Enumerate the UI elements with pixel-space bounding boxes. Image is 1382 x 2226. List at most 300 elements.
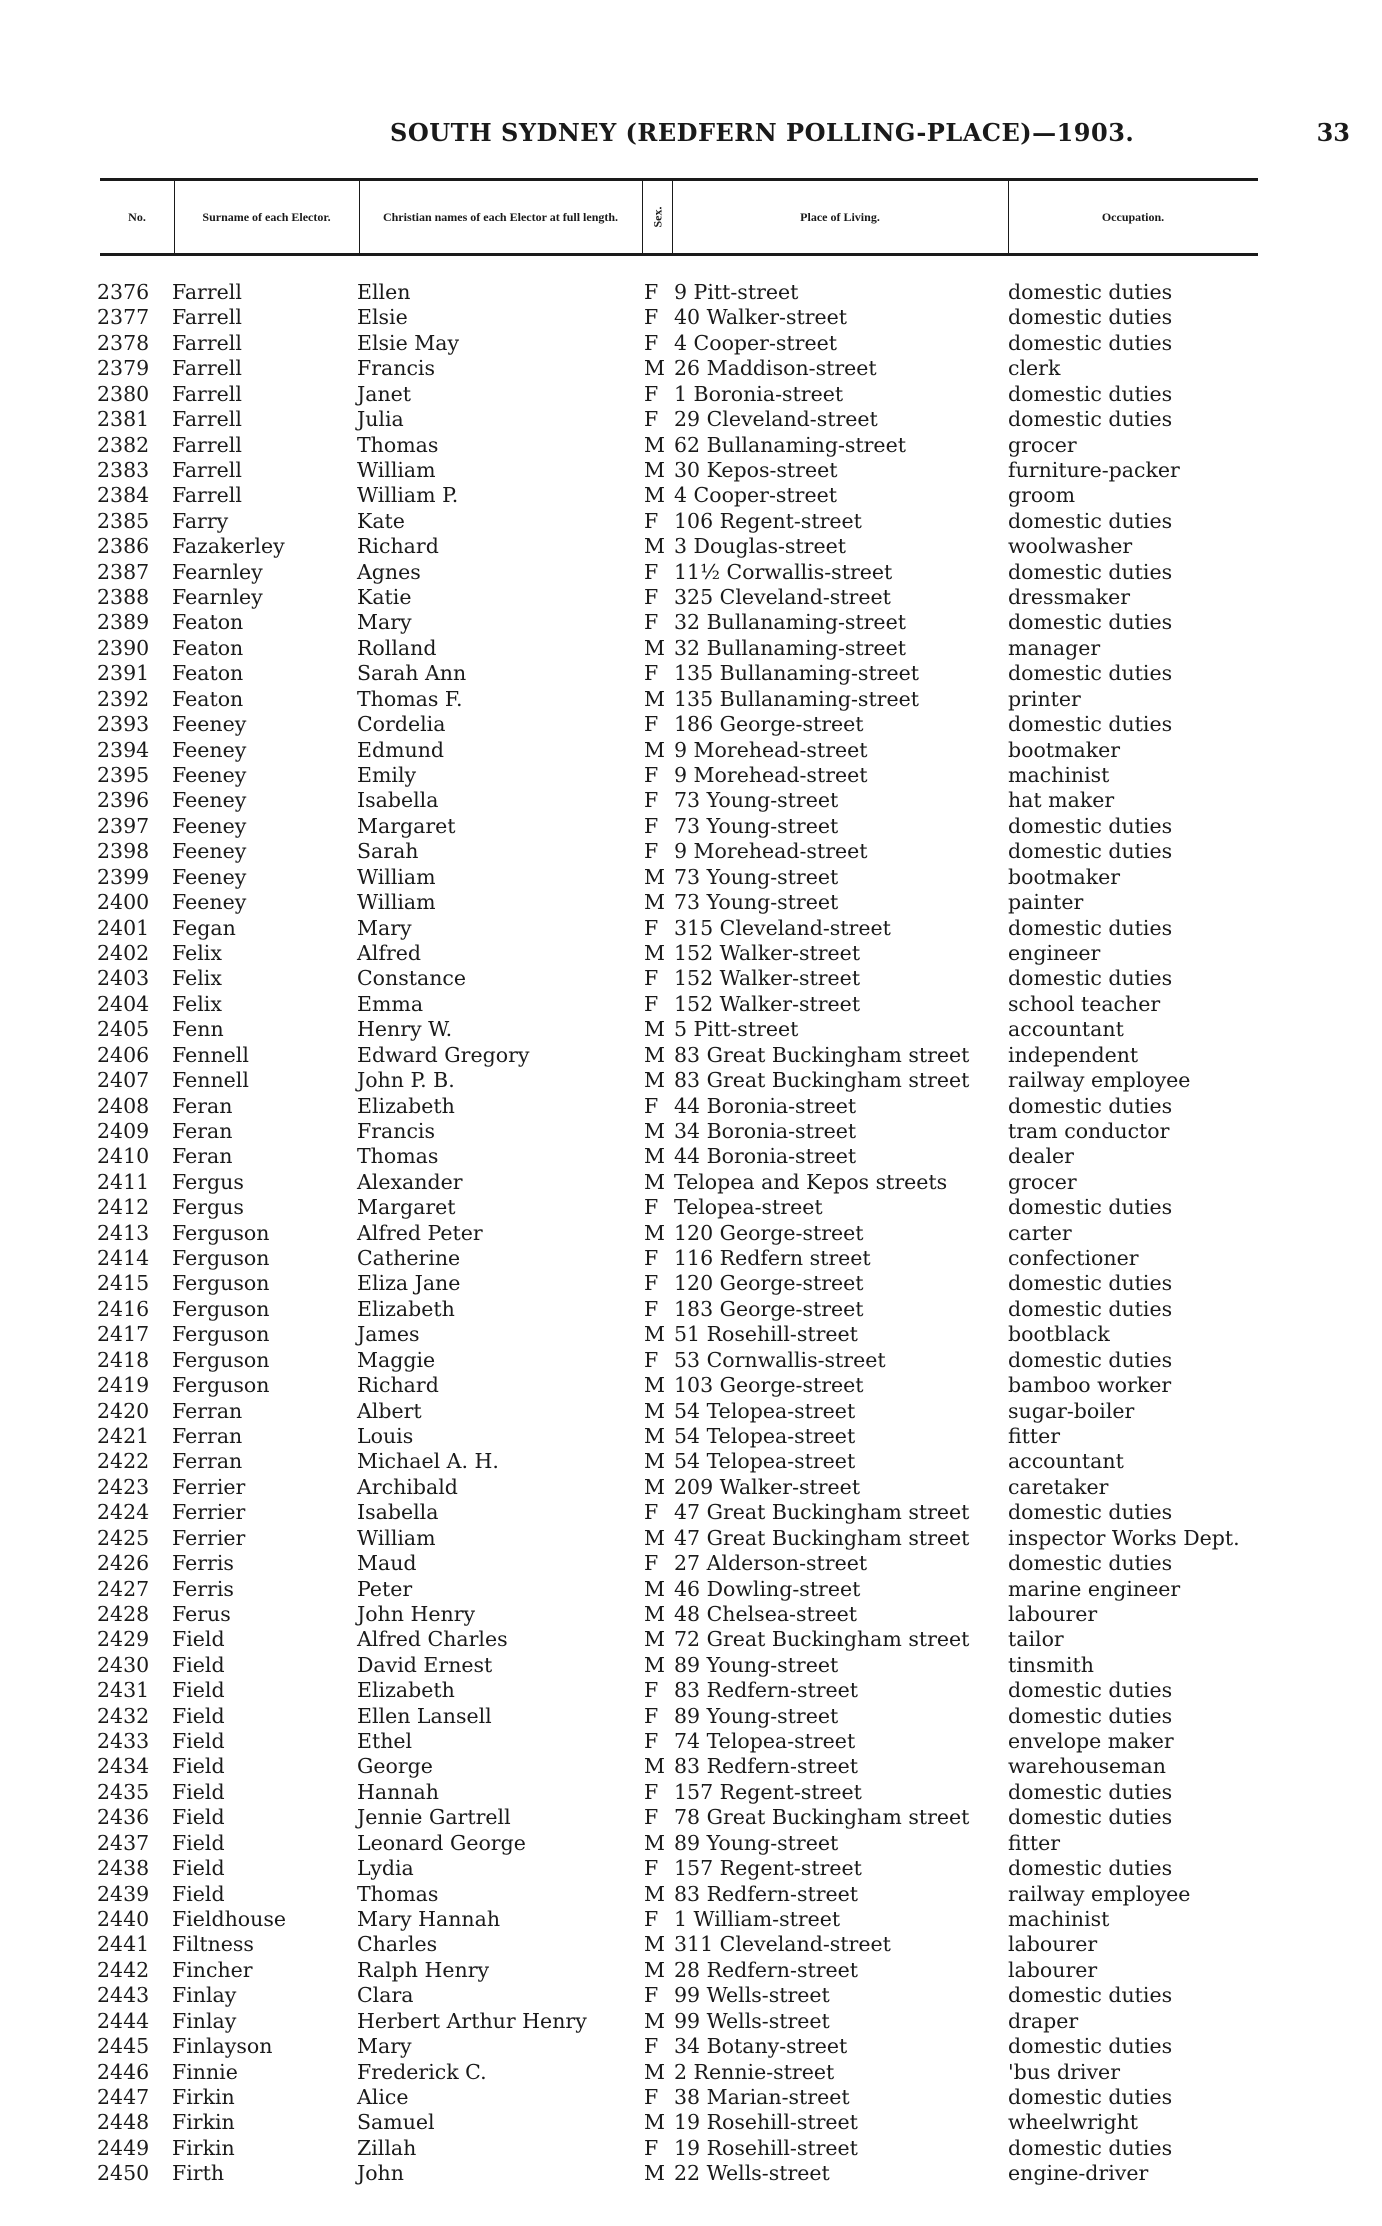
row-occupation: domestic duties — [1008, 2135, 1173, 2160]
row-christian-names: Charles — [357, 1932, 438, 1957]
row-number: 2394 — [97, 737, 150, 762]
table-row — [0, 280, 1382, 305]
row-number: 2382 — [97, 432, 150, 457]
row-number: 2434 — [97, 1754, 150, 1779]
table-row — [0, 712, 1382, 737]
row-surname: Farrell — [172, 381, 242, 406]
row-occupation: engine-driver — [1008, 2161, 1149, 2186]
row-surname: Ferran — [172, 1449, 243, 1474]
table-row — [0, 1983, 1382, 2008]
table-row — [0, 1627, 1382, 1652]
row-surname: Ferris — [172, 1551, 234, 1576]
row-occupation: domestic duties — [1008, 1678, 1173, 1703]
table-row — [0, 1322, 1382, 1347]
row-sex: M — [644, 1068, 665, 1093]
row-number: 2420 — [97, 1398, 150, 1423]
row-sex: F — [644, 788, 659, 813]
row-number: 2404 — [97, 991, 150, 1016]
row-occupation: 'bus driver — [1008, 2059, 1120, 2084]
elector-list — [0, 280, 1382, 2187]
row-occupation: labourer — [1008, 1601, 1098, 1626]
row-christian-names: Eliza Jane — [357, 1271, 461, 1296]
row-occupation: painter — [1008, 890, 1084, 915]
row-place-of-living: 26 Maddison-street — [674, 356, 877, 381]
row-place-of-living: 9 Morehead-street — [674, 737, 868, 762]
row-place-of-living: 32 Bullanaming-street — [674, 635, 906, 660]
row-occupation: clerk — [1008, 356, 1061, 381]
row-christian-names: William — [357, 890, 436, 915]
row-number: 2392 — [97, 686, 150, 711]
row-place-of-living: 116 Redfern street — [674, 1246, 871, 1271]
row-occupation: bootmaker — [1008, 864, 1121, 889]
row-number: 2407 — [97, 1068, 150, 1093]
row-occupation: accountant — [1008, 1449, 1124, 1474]
row-number: 2406 — [97, 1042, 150, 1067]
row-surname: Field — [172, 1779, 225, 1804]
row-sex: M — [644, 635, 665, 660]
row-surname: Featon — [172, 635, 244, 660]
table-row — [0, 941, 1382, 966]
row-number: 2439 — [97, 1881, 150, 1906]
row-surname: Field — [172, 1754, 225, 1779]
table-row — [0, 2110, 1382, 2135]
row-place-of-living: 47 Great Buckingham street — [674, 1500, 970, 1525]
row-sex: F — [644, 1779, 659, 1804]
table-row — [0, 610, 1382, 635]
row-christian-names: Elizabeth — [357, 1678, 455, 1703]
row-occupation: bootmaker — [1008, 737, 1121, 762]
row-place-of-living: 54 Telopea-street — [674, 1398, 856, 1423]
row-number: 2390 — [97, 635, 150, 660]
table-row — [0, 407, 1382, 432]
row-christian-names: Hannah — [357, 1779, 439, 1804]
row-number: 2448 — [97, 2110, 150, 2135]
table-row — [0, 1017, 1382, 1042]
row-christian-names: Alfred Peter — [357, 1220, 483, 1245]
header-sex-label: Sex. — [650, 206, 664, 228]
row-christian-names: John Henry — [357, 1601, 476, 1626]
table-row — [0, 1424, 1382, 1449]
row-occupation: woolwasher — [1008, 534, 1133, 559]
row-sex: F — [644, 280, 659, 304]
row-occupation: domestic duties — [1008, 1296, 1173, 1321]
row-sex: M — [644, 1754, 665, 1779]
row-occupation: domestic duties — [1008, 1093, 1173, 1118]
row-surname: Field — [172, 1881, 225, 1906]
row-sex: F — [644, 763, 659, 788]
row-christian-names: Mary — [357, 915, 412, 940]
header-christian-names: Christian names of each Elector at full length. — [359, 181, 643, 253]
row-sex: M — [644, 890, 665, 915]
row-occupation: domestic duties — [1008, 407, 1173, 432]
table-row — [0, 2161, 1382, 2186]
row-christian-names: Mary — [357, 2034, 412, 2059]
row-sex: M — [644, 1169, 665, 1194]
row-occupation: domestic duties — [1008, 610, 1173, 635]
row-surname: Ferran — [172, 1398, 243, 1423]
row-place-of-living: 99 Wells-street — [674, 2008, 830, 2033]
row-place-of-living: 34 Boronia-street — [674, 1118, 857, 1143]
row-sex: M — [644, 1017, 665, 1042]
table-row — [0, 2034, 1382, 2059]
row-surname: Ferrier — [172, 1500, 246, 1525]
row-surname: Field — [172, 1830, 225, 1855]
row-surname: Feeney — [172, 737, 247, 762]
row-occupation: labourer — [1008, 1932, 1098, 1957]
row-occupation: domestic duties — [1008, 2084, 1173, 2109]
row-number: 2447 — [97, 2084, 150, 2109]
row-place-of-living: 44 Boronia-street — [674, 1093, 857, 1118]
row-number: 2436 — [97, 1805, 150, 1830]
row-occupation: railway employee — [1008, 1881, 1191, 1906]
row-place-of-living: 83 Redfern-street — [674, 1754, 858, 1779]
row-surname: Feran — [172, 1093, 233, 1118]
page-header — [100, 118, 1350, 154]
row-number: 2377 — [97, 305, 150, 330]
row-christian-names: Elsie — [357, 305, 408, 330]
row-occupation: machinist — [1008, 763, 1110, 788]
row-surname: Field — [172, 1856, 225, 1881]
table-row — [0, 1221, 1382, 1246]
row-number: 2412 — [97, 1195, 150, 1220]
row-surname: Field — [172, 1627, 225, 1652]
table-row — [0, 1577, 1382, 1602]
table-row — [0, 1246, 1382, 1271]
row-number: 2383 — [97, 457, 150, 482]
row-occupation: domestic duties — [1008, 280, 1173, 304]
table-row — [0, 865, 1382, 890]
row-number: 2440 — [97, 1907, 150, 1931]
table-row — [0, 1831, 1382, 1856]
row-number: 2443 — [97, 1983, 150, 2008]
row-number: 2432 — [97, 1703, 150, 1728]
row-occupation: domestic duties — [1008, 1500, 1173, 1525]
row-place-of-living: 99 Wells-street — [674, 1983, 830, 2008]
row-sex: F — [644, 1983, 659, 2008]
row-christian-names: Thomas — [357, 1881, 439, 1906]
row-surname: Farrell — [172, 457, 242, 482]
row-sex: M — [644, 1601, 665, 1626]
row-occupation: independent — [1008, 1042, 1139, 1067]
row-christian-names: Albert — [357, 1398, 422, 1423]
row-christian-names: Alexander — [357, 1169, 463, 1194]
row-occupation: inspector Works Dept. — [1008, 1525, 1240, 1550]
row-sex: F — [644, 2084, 659, 2109]
row-number: 2408 — [97, 1093, 150, 1118]
row-place-of-living: 325 Cleveland-street — [674, 585, 891, 610]
row-place-of-living: 30 Kepos-street — [674, 457, 838, 482]
row-christian-names: Alfred — [357, 940, 422, 965]
row-number: 2405 — [97, 1017, 150, 1042]
row-occupation: domestic duties — [1008, 1856, 1173, 1881]
row-surname: Field — [172, 1652, 225, 1677]
table-row — [0, 1551, 1382, 1576]
row-surname: Fenn — [172, 1017, 224, 1042]
row-christian-names: Frederick C. — [357, 2059, 487, 2084]
row-christian-names: Alfred Charles — [357, 1627, 508, 1652]
table-row — [0, 1500, 1382, 1525]
row-number: 2423 — [97, 1474, 150, 1499]
row-surname: Ferrier — [172, 1525, 246, 1550]
row-number: 2401 — [97, 915, 150, 940]
row-christian-names: James — [357, 1322, 420, 1347]
table-row — [0, 382, 1382, 407]
row-occupation: confectioner — [1008, 1246, 1139, 1271]
table-row — [0, 2060, 1382, 2085]
row-occupation: labourer — [1008, 1957, 1098, 1982]
row-christian-names: Emily — [357, 763, 417, 788]
row-occupation: domestic duties — [1008, 1805, 1173, 1830]
row-sex: M — [644, 1881, 665, 1906]
row-surname: Ferguson — [172, 1347, 270, 1372]
table-row — [0, 1526, 1382, 1551]
row-occupation: engineer — [1008, 940, 1101, 965]
row-occupation: caretaker — [1008, 1474, 1109, 1499]
row-surname: Ferguson — [172, 1373, 270, 1398]
table-row — [0, 1932, 1382, 1957]
row-occupation: fitter — [1008, 1423, 1061, 1448]
table-row — [0, 433, 1382, 458]
row-christian-names: Agnes — [357, 559, 421, 584]
table-row — [0, 458, 1382, 483]
row-occupation: draper — [1008, 2008, 1079, 2033]
row-occupation: domestic duties — [1008, 1551, 1173, 1576]
row-place-of-living: 157 Regent-street — [674, 1779, 862, 1804]
table-row — [0, 1856, 1382, 1881]
row-sex: F — [644, 712, 659, 737]
row-sex: F — [644, 1551, 659, 1576]
row-occupation: domestic duties — [1008, 1779, 1173, 1804]
row-number: 2425 — [97, 1525, 150, 1550]
row-occupation: school teacher — [1008, 991, 1161, 1016]
row-sex: F — [644, 2135, 659, 2160]
row-christian-names: William P. — [357, 483, 459, 508]
row-number: 2435 — [97, 1779, 150, 1804]
table-row — [0, 1043, 1382, 1068]
row-place-of-living: 27 Alderson-street — [674, 1551, 868, 1576]
table-row — [0, 1704, 1382, 1729]
table-row — [0, 1170, 1382, 1195]
row-sex: F — [644, 1907, 659, 1931]
row-number: 2386 — [97, 534, 150, 559]
row-christian-names: Kate — [357, 508, 405, 533]
row-number: 2398 — [97, 839, 150, 864]
row-place-of-living: 89 Young-street — [674, 1830, 839, 1855]
row-number: 2421 — [97, 1423, 150, 1448]
row-christian-names: Ralph Henry — [357, 1957, 490, 1982]
row-sex: F — [644, 1500, 659, 1525]
row-christian-names: Cordelia — [357, 712, 446, 737]
table-row — [0, 1958, 1382, 1983]
row-surname: Featon — [172, 686, 244, 711]
row-surname: Ferguson — [172, 1271, 270, 1296]
row-place-of-living: 103 George-street — [674, 1373, 864, 1398]
table-row — [0, 1373, 1382, 1398]
row-place-of-living: 54 Telopea-street — [674, 1449, 856, 1474]
row-occupation: railway employee — [1008, 1068, 1191, 1093]
row-christian-names: David Ernest — [357, 1652, 493, 1677]
row-surname: Finlay — [172, 2008, 237, 2033]
table-row — [0, 1144, 1382, 1169]
row-surname: Fearnley — [172, 559, 263, 584]
header-surname: Surname of each Elector. — [174, 181, 360, 253]
row-sex: F — [644, 1271, 659, 1296]
row-sex: F — [644, 1856, 659, 1881]
row-sex: M — [644, 1373, 665, 1398]
row-surname: Feeney — [172, 712, 247, 737]
row-sex: M — [644, 940, 665, 965]
row-sex: F — [644, 1246, 659, 1271]
row-christian-names: Richard — [357, 1373, 439, 1398]
table-row — [0, 2009, 1382, 2034]
row-christian-names: Thomas — [357, 1144, 439, 1169]
row-place-of-living: 4 Cooper-street — [674, 483, 837, 508]
row-number: 2449 — [97, 2135, 150, 2160]
row-christian-names: Clara — [357, 1983, 414, 2008]
row-surname: Field — [172, 1703, 225, 1728]
row-christian-names: Thomas — [357, 432, 439, 457]
row-christian-names: Elsie May — [357, 330, 460, 355]
column-header-row — [100, 178, 1258, 256]
row-surname: Firkin — [172, 2135, 235, 2160]
row-place-of-living: 9 Pitt-street — [674, 280, 799, 304]
row-occupation: tram conductor — [1008, 1118, 1170, 1143]
row-number: 2413 — [97, 1220, 150, 1245]
row-sex: F — [644, 585, 659, 610]
table-row — [0, 305, 1382, 330]
row-christian-names: Edward Gregory — [357, 1042, 530, 1067]
row-place-of-living: 73 Young-street — [674, 788, 839, 813]
row-number: 2444 — [97, 2008, 150, 2033]
row-number: 2445 — [97, 2034, 150, 2059]
row-number: 2422 — [97, 1449, 150, 1474]
row-occupation: dealer — [1008, 1144, 1074, 1169]
row-sex: M — [644, 1220, 665, 1245]
row-sex: F — [644, 1805, 659, 1830]
row-occupation: domestic duties — [1008, 661, 1173, 686]
row-sex: M — [644, 1322, 665, 1347]
row-christian-names: Margaret — [357, 813, 456, 838]
row-surname: Ferrier — [172, 1474, 246, 1499]
header-sex — [642, 181, 673, 253]
row-surname: Ferran — [172, 1423, 243, 1448]
row-place-of-living: 83 Great Buckingham street — [674, 1068, 970, 1093]
row-occupation: bamboo worker — [1008, 1373, 1172, 1398]
header-place-of-living: Place of Living. — [672, 181, 1009, 253]
row-christian-names: Richard — [357, 534, 439, 559]
row-number: 2380 — [97, 381, 150, 406]
row-surname: Farrell — [172, 305, 242, 330]
row-surname: Feeney — [172, 763, 247, 788]
row-number: 2416 — [97, 1296, 150, 1321]
row-number: 2450 — [97, 2161, 150, 2186]
row-number: 2381 — [97, 407, 150, 432]
row-christian-names: Michael A. H. — [357, 1449, 499, 1474]
table-row — [0, 1653, 1382, 1678]
table-row — [0, 1348, 1382, 1373]
row-place-of-living: 32 Bullanaming-street — [674, 610, 906, 635]
row-number: 2400 — [97, 890, 150, 915]
row-number: 2431 — [97, 1678, 150, 1703]
row-sex: M — [644, 1474, 665, 1499]
row-place-of-living: 1 Boronia-street — [674, 381, 844, 406]
row-number: 2402 — [97, 940, 150, 965]
row-occupation: printer — [1008, 686, 1081, 711]
row-number: 2397 — [97, 813, 150, 838]
row-number: 2441 — [97, 1932, 150, 1957]
row-place-of-living: 106 Regent-street — [674, 508, 862, 533]
row-occupation: tailor — [1008, 1627, 1064, 1652]
row-christian-names: Ethel — [357, 1729, 413, 1754]
row-place-of-living: 183 George-street — [674, 1296, 864, 1321]
row-surname: Firkin — [172, 2084, 235, 2109]
row-sex: F — [644, 508, 659, 533]
row-christian-names: William — [357, 457, 436, 482]
row-occupation: warehouseman — [1008, 1754, 1166, 1779]
row-surname: Feran — [172, 1144, 233, 1169]
table-row — [0, 966, 1382, 991]
row-sex: F — [644, 1195, 659, 1220]
row-christian-names: Elizabeth — [357, 1296, 455, 1321]
row-place-of-living: 22 Wells-street — [674, 2161, 830, 2186]
row-christian-names: Louis — [357, 1423, 414, 1448]
table-row — [0, 661, 1382, 686]
row-place-of-living: 62 Bullanaming-street — [674, 432, 906, 457]
row-christian-names: Ellen Lansell — [357, 1703, 492, 1728]
row-christian-names: John — [357, 2161, 404, 2186]
row-sex: F — [644, 839, 659, 864]
table-row — [0, 1780, 1382, 1805]
row-number: 2417 — [97, 1322, 150, 1347]
row-sex: M — [644, 1830, 665, 1855]
row-christian-names: Francis — [357, 1118, 436, 1143]
row-surname: Ferus — [172, 1601, 231, 1626]
row-surname: Feeney — [172, 890, 247, 915]
row-occupation: domestic duties — [1008, 330, 1173, 355]
row-sex: F — [644, 330, 659, 355]
row-occupation: domestic duties — [1008, 2034, 1173, 2059]
row-surname: Fegan — [172, 915, 236, 940]
table-row — [0, 992, 1382, 1017]
row-number: 2414 — [97, 1246, 150, 1271]
row-place-of-living: Telopea and Kepos streets — [674, 1169, 948, 1194]
row-sex: M — [644, 864, 665, 889]
row-number: 2391 — [97, 661, 150, 686]
row-surname: Fearnley — [172, 585, 263, 610]
table-row — [0, 636, 1382, 661]
table-row — [0, 2085, 1382, 2110]
row-sex: F — [644, 1729, 659, 1754]
row-christian-names: Samuel — [357, 2110, 435, 2135]
row-place-of-living: 1 William-street — [674, 1907, 841, 1931]
row-number: 2379 — [97, 356, 150, 381]
row-christian-names: William — [357, 864, 436, 889]
row-place-of-living: 73 Young-street — [674, 864, 839, 889]
table-row — [0, 1602, 1382, 1627]
row-occupation: domestic duties — [1008, 381, 1173, 406]
row-place-of-living: 152 Walker-street — [674, 940, 861, 965]
row-number: 2376 — [97, 280, 150, 304]
row-christian-names: Peter — [357, 1576, 413, 1601]
row-sex: F — [644, 1296, 659, 1321]
row-place-of-living: 89 Young-street — [674, 1652, 839, 1677]
row-occupation: furniture-packer — [1008, 457, 1180, 482]
row-place-of-living: 34 Botany-street — [674, 2034, 848, 2059]
row-place-of-living: 89 Young-street — [674, 1703, 839, 1728]
row-number: 2429 — [97, 1627, 150, 1652]
row-number: 2426 — [97, 1551, 150, 1576]
row-surname: Featon — [172, 661, 244, 686]
